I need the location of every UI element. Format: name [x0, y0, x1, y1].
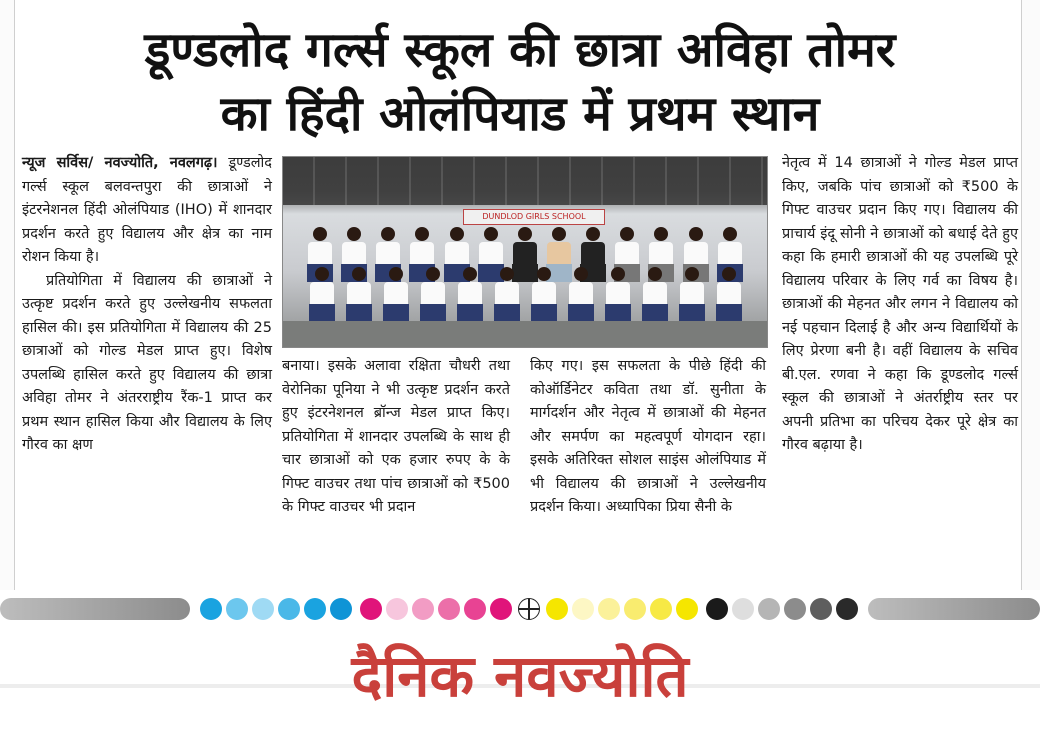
cyan-swatch: [304, 598, 326, 620]
black-swatch: [706, 598, 728, 620]
article-column-1: [22, 152, 272, 458]
article-lead: [22, 152, 272, 270]
yellow-swatch: [598, 598, 620, 620]
black-swatch: [836, 598, 858, 620]
cyan-swatch: [200, 598, 222, 620]
registration-mark-icon: [518, 598, 540, 620]
headline-line-2: का हिंदी ओलंपियाड में प्रथम स्थान: [220, 86, 820, 142]
student-figure: [383, 267, 409, 329]
article-column-2: बनाया। इसके अलावा रक्षिता चौधरी तथा वेरोनिका पूनिया ने भी उत्कृष्ट प्रदर्शन करते हुए इंटरनेशनल ब्रॉन्ज मेडल प्राप्त किए। प्रतियोगिता में शानदार उपलब्धि के साथ ही चार छात्राओं को एक हजार रुपए के के गिफ्ट वाउचर तथा पांच छात्राओं को ₹500 के गिफ्ट वाउचर भी प्रदान: [282, 358, 510, 515]
student-figure: [346, 267, 372, 329]
black-swatch: [758, 598, 780, 620]
cyan-swatch: [278, 598, 300, 620]
headline: [20, 18, 1020, 146]
grey-gradient-bar-left: [0, 598, 190, 620]
cyan-swatch: [252, 598, 274, 620]
grey-gradient-bar-right: [868, 598, 1040, 620]
student-figure: [420, 267, 446, 329]
yellow-swatch: [624, 598, 646, 620]
article-column-3: किए गए। इस सफलता के पीछे हिंदी की कोऑर्डिनेटर कविता तथा डॉ. सुनीता के मार्गदर्शन और नेतृत्व में छात्राओं की मेहनत और समर्पण का महत्वपूर्ण योगदान रहा। इसके अतिरिक्त सोशल साइंस ओलंपियाड में भी विद्यालय की छात्राओं ने उल्लेखनीय प्रदर्शन किया। अध्यापिका प्रिया सैनी के: [530, 358, 766, 515]
cyan-swatch: [226, 598, 248, 620]
adjacent-column-right: [1021, 0, 1040, 590]
photo-floor: [283, 321, 767, 347]
magenta-swatch: [360, 598, 382, 620]
magenta-swatch: [438, 598, 460, 620]
cyan-swatch: [330, 598, 352, 620]
student-figure: [605, 267, 631, 329]
newspaper-masthead: दैनिक नवज्योति: [351, 642, 689, 710]
yellow-swatch: [676, 598, 698, 620]
yellow-swatch: [650, 598, 672, 620]
student-figure: [531, 267, 557, 329]
byline: न्यूज सर्विस/ नवज्योति, नवलगढ़।: [22, 155, 218, 171]
student-figure: [642, 267, 668, 329]
black-swatch: [810, 598, 832, 620]
student-figure: [679, 267, 705, 329]
magenta-swatch: [464, 598, 486, 620]
magenta-swatch: [490, 598, 512, 620]
photo-ceiling: [283, 157, 767, 205]
yellow-swatch: [546, 598, 568, 620]
student-figure: [716, 267, 742, 329]
photo-front-row: [303, 267, 747, 329]
black-swatch: [784, 598, 806, 620]
article-column-4: नेतृत्व में 14 छात्राओं ने गोल्ड मेडल प्राप्त किए, जबकि पांच छात्राओं को ₹500 के गिफ्ट वाउचर प्रदान किए गए। विद्यालय की प्राचार्य इंदू सोनी ने छात्राओं को बधाई देते हुए कहा कि हमारी छात्राओं की यह उपलब्धि पूरे विद्यालय परिवार के लिए गर्व का विषय है। छात्राओं की मेहनत और लगन ने विद्यालय को नई पहचान दिलाई है और अन्य विद्यार्थियों के लिए प्रेरणा बनी है। वहीं विद्यालय के सचिव बी.एल. रणवा ने कहा कि डूण्डलोद गर्ल्स स्कूल की छात्राओं ने अंतर्राष्ट्रीय स्तर पर अपनी प्रतिभा का परिचय देकर पूरे क्षेत्र का गौरव बढ़ाया है।: [782, 155, 1018, 453]
group-photo: [282, 156, 768, 348]
headline-line-1: डूण्डलोद गर्ल्स स्कूल की छात्रा अविहा तोमर: [144, 22, 896, 78]
black-swatch: [732, 598, 754, 620]
student-figure: [568, 267, 594, 329]
adjacent-column-left: [0, 0, 15, 590]
paragraph-2: प्रतियोगिता में विद्यालय की छात्राओं ने उत्कृष्ट प्रदर्शन करते हुए उल्लेखनीय सफलता हासिल की। इस प्रतियोगिता में विद्यालय की 25 छात्राओं को गोल्ड मेडल प्राप्त हुए। विशेष उपलब्धि हासिल करते हुए विद्यालय की छात्रा अविहा तोमर ने अंतरराष्ट्रीय रैंक-1 प्राप्त कर प्रथम स्थान हासिल किया और विद्यालय के लिए गौरव का क्षण: [22, 272, 272, 453]
magenta-swatch: [412, 598, 434, 620]
lead-text: डूण्डलोद गर्ल्स स्कूल बलवन्तपुरा की छात्राओं ने इंटरनेशनल हिंदी ओलंपियाड (IHO) में शानदार प्रदर्शन करते हुए विद्यालय और क्षेत्र का नाम रोशन किया है।: [22, 155, 273, 265]
magenta-swatch: [386, 598, 408, 620]
student-figure: [494, 267, 520, 329]
photo-banner: DUNDLOD GIRLS SCHOOL: [463, 209, 605, 225]
student-figure: [457, 267, 483, 329]
student-figure: [309, 267, 335, 329]
yellow-swatch: [572, 598, 594, 620]
